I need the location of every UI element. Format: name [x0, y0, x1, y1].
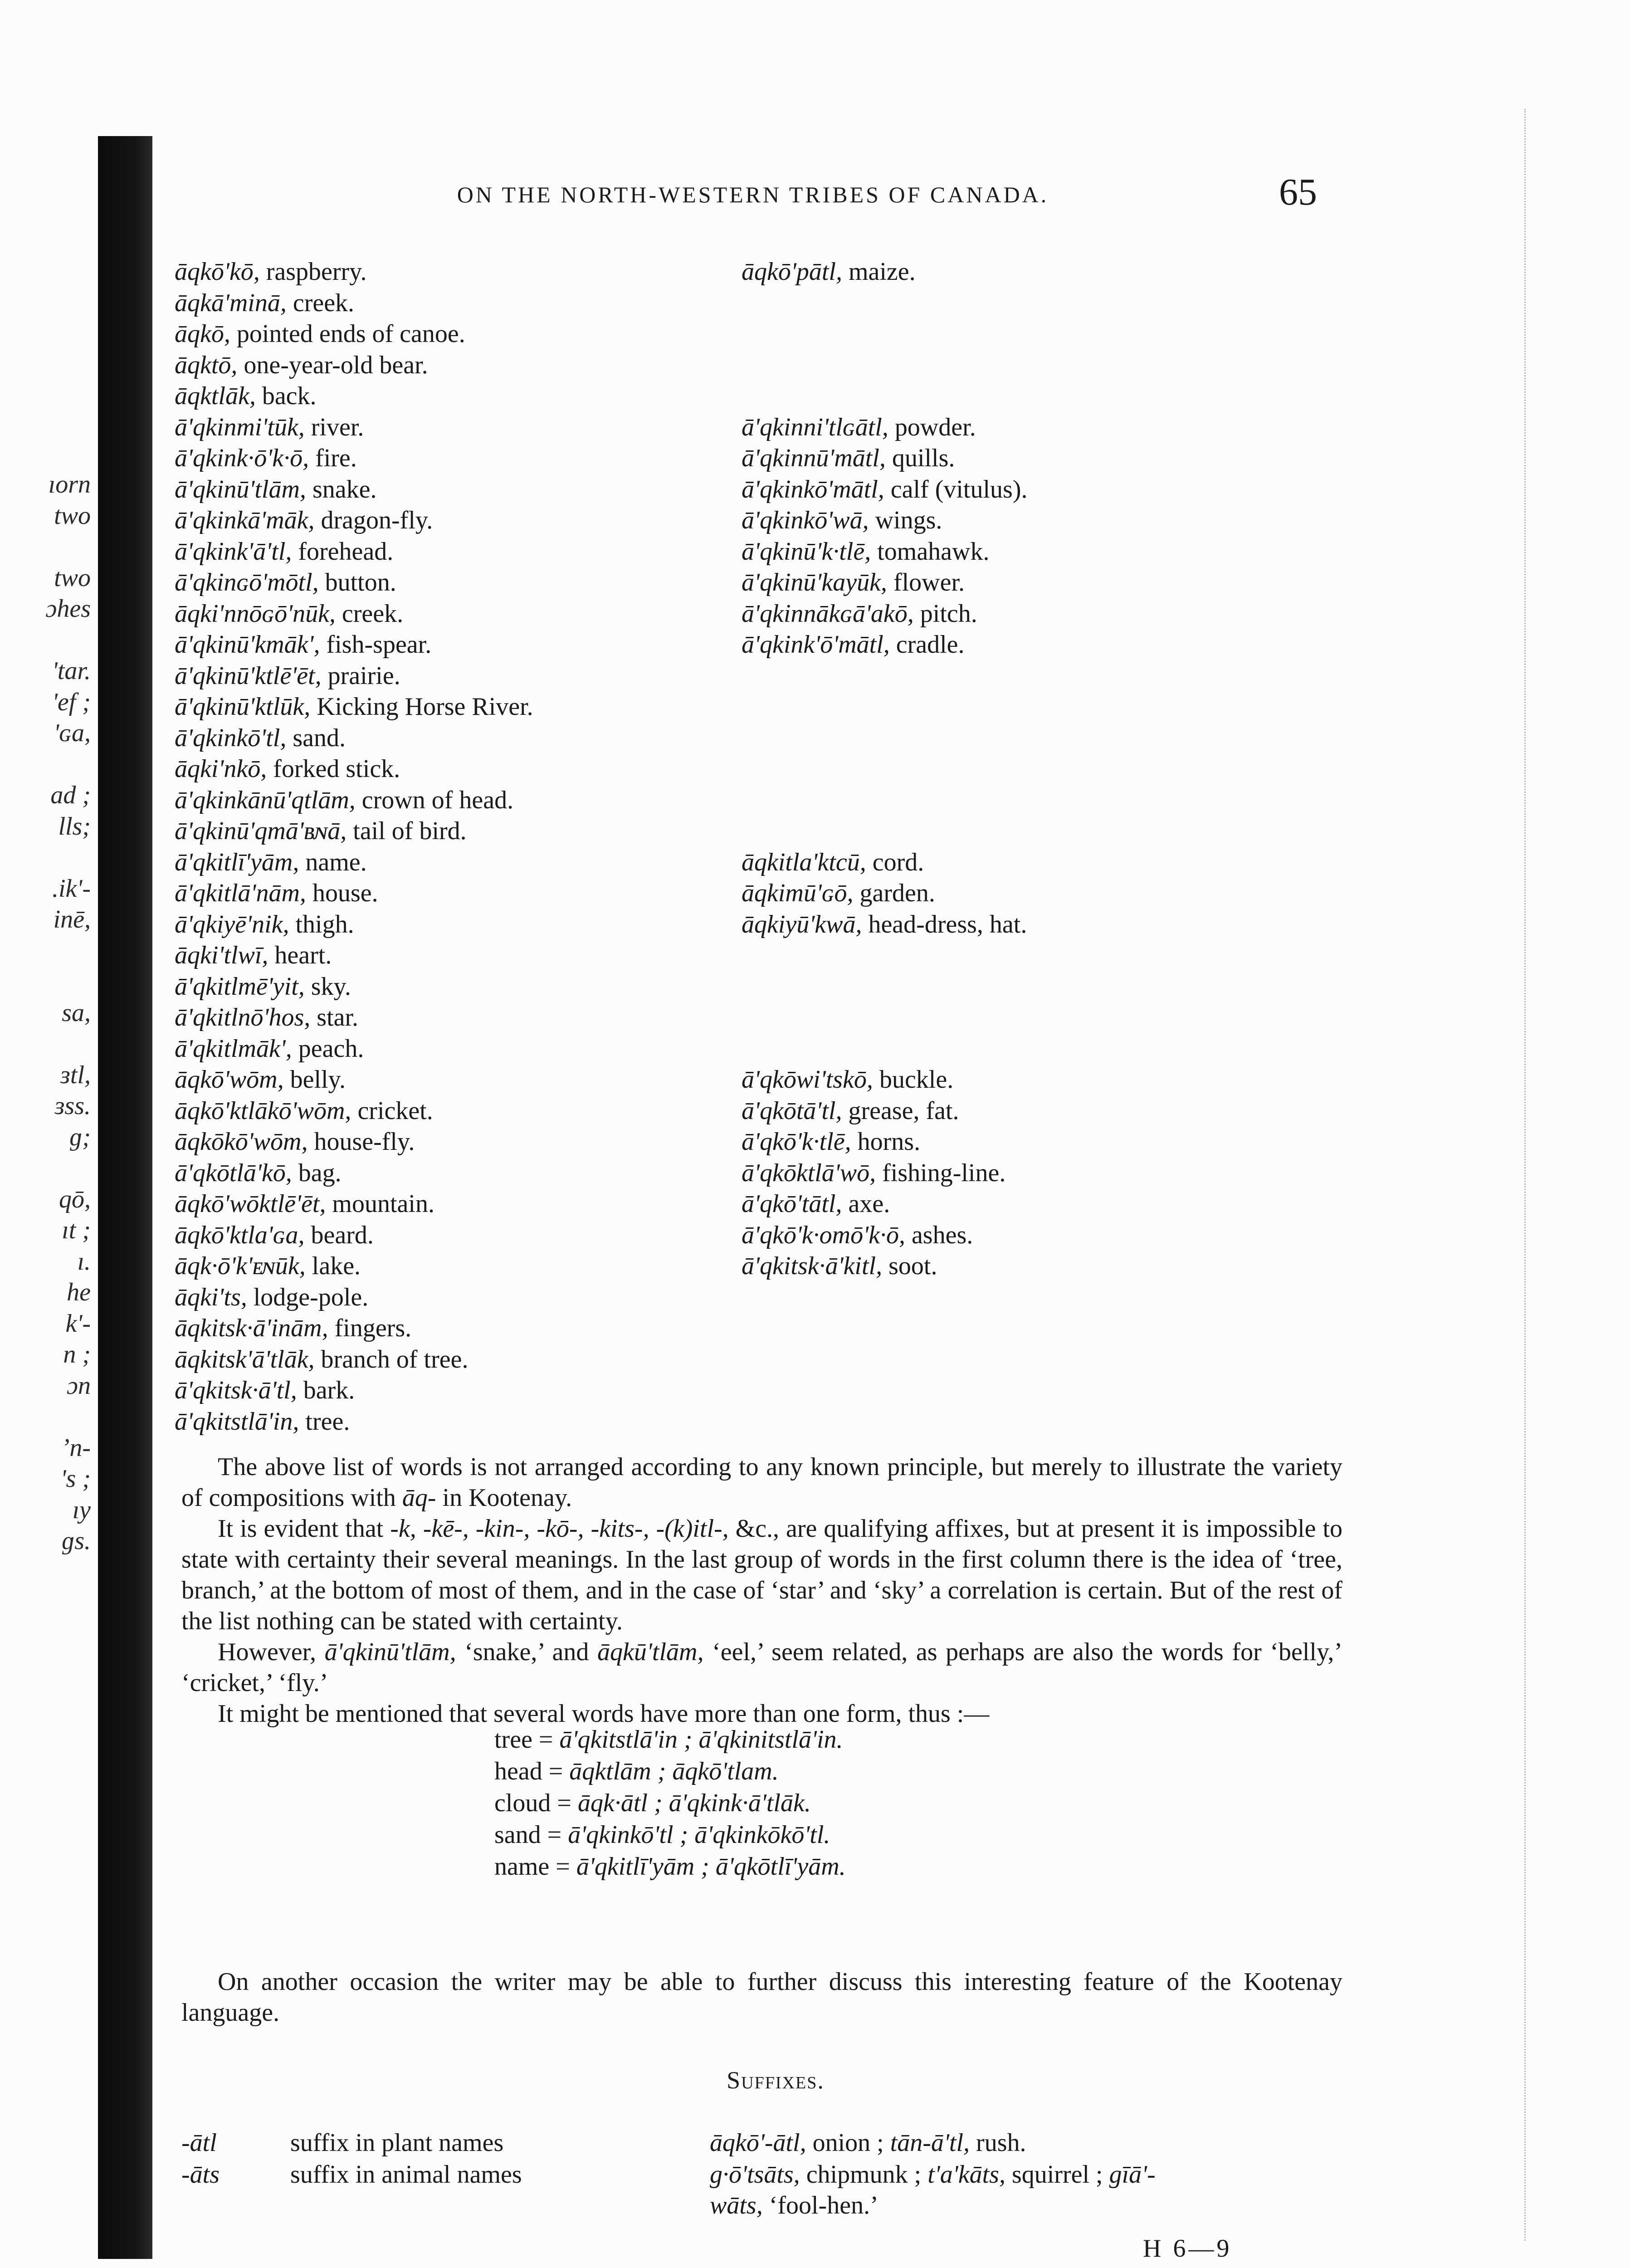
margin-fragment: k'- [65, 1309, 91, 1338]
kootenay-term: ā'qkitsk·ā'kitl, [742, 1252, 883, 1280]
suffix-examples [710, 2159, 1163, 2221]
english-gloss: buckle. [873, 1066, 954, 1094]
word-entry [742, 785, 1295, 816]
english-word: name = [494, 1853, 576, 1881]
gloss: squirrel ; [1005, 2160, 1109, 2189]
discussion-text [181, 1452, 1342, 1729]
kootenay-term: āqki'tlwī, [175, 941, 268, 969]
english-gloss: soot. [882, 1252, 937, 1280]
suffix-row [181, 2127, 1361, 2159]
margin-fragment: qō, [59, 1185, 91, 1213]
english-gloss: sand. [286, 723, 346, 752]
kootenay-term: ā'qkinū'ktlūk, [175, 693, 311, 721]
word-entry [175, 1064, 723, 1095]
kootenay-term: ā'qkōtā'tl, [742, 1096, 842, 1125]
term: āqkō'-ātl, [710, 2129, 806, 2157]
kootenay-term: āqkō, [175, 320, 230, 348]
text: However, [218, 1638, 325, 1666]
margin-fragment [0, 935, 91, 967]
word-entry [175, 1282, 723, 1313]
word-entry [742, 971, 1295, 1002]
running-title: ON THE NORTH-WESTERN TRIBES OF CANADA. [457, 182, 1049, 207]
margin-fragment: two [54, 563, 91, 592]
english-gloss: tree. [299, 1407, 350, 1436]
margin-fragment: ɡs. [62, 1527, 91, 1555]
word-entry [175, 878, 723, 909]
margin-fragment [0, 842, 91, 873]
paragraph [181, 1637, 1342, 1698]
margin-fragment: ɜss. [54, 1092, 91, 1120]
kootenay-term: āqkō'ktla'ɢa, [175, 1221, 305, 1249]
kootenay-term: ā'qkinū'qmā'ʙɴā, [175, 817, 347, 845]
kootenay-term: ā'qkitlmāk', [175, 1034, 292, 1063]
word-entry [742, 940, 1295, 971]
word-entry [175, 940, 723, 971]
margin-fragment: ad ; [50, 781, 91, 809]
english-gloss: branch of tree. [314, 1345, 469, 1374]
word-form-line [494, 1819, 846, 1851]
english-gloss: peach. [292, 1034, 364, 1063]
kootenay-term: ā'qkitsk·ā'tl, [175, 1376, 297, 1404]
word-entry [742, 536, 1295, 567]
kootenay-term: ā'qkink'ō'mātl, [742, 631, 890, 659]
word-entry [175, 1406, 723, 1437]
word-entry [175, 256, 723, 288]
english-gloss: dragon-fly. [314, 506, 433, 534]
kootenay-term: ā'qkitlā'nām, [175, 879, 306, 907]
kootenay-term: ā'qkinū'k·tlē, [742, 537, 871, 566]
word-entry [175, 598, 723, 630]
kootenay-term: ā'qkinkānū'qtlām, [175, 786, 356, 814]
english-gloss: name. [299, 848, 367, 876]
kootenay-term: āqktō, [175, 351, 238, 379]
section-heading: Suffixes. [727, 2067, 825, 2094]
english-word: tree = [494, 1725, 560, 1754]
english-gloss: one-year-old bear. [237, 351, 428, 379]
kootenay-term: ā'qkitlī'yām, [175, 848, 299, 876]
margin-fragment: 'tar. [52, 657, 91, 685]
margin-fragment: lls; [58, 812, 91, 841]
english-gloss: snake. [306, 475, 377, 503]
kootenay-term: ā'qkinū'kayūk, [742, 568, 887, 596]
word-entry [742, 1002, 1295, 1033]
word-entry [742, 1126, 1295, 1158]
english-gloss: axe. [842, 1190, 890, 1218]
margin-fragment: .ik'- [52, 874, 91, 903]
english-gloss: tomahawk. [871, 537, 990, 566]
english-gloss: quills. [885, 444, 955, 472]
word-entry [175, 785, 723, 816]
english-gloss: maize. [842, 258, 916, 286]
kootenay-variants: ā'qkitstlā'in ; ā'qkinitstlā'in. [559, 1725, 843, 1754]
text: &c., are qualifying affixes, but at present it is impossible to state with certainty their several meanings. In the last group of words in the first column there is the idea of ‘tree, branch,’ at the bottom of most of them, and in the case of ‘star’ and ‘sky’ a correlation is certain. But of the rest of the list nothing can be stated with certainty. [181, 1515, 1343, 1635]
margin-fragment: n ; [63, 1340, 91, 1369]
english-gloss: thigh. [289, 910, 354, 938]
word-entry [175, 909, 723, 940]
kootenay-term: ā'qkō'tātl, [742, 1190, 842, 1218]
word-entry [742, 691, 1295, 723]
margin-fragment: ɔn [67, 1371, 91, 1400]
word-entry [742, 288, 1295, 319]
margin-fragment: ɜtl, [60, 1061, 91, 1089]
english-gloss: grease, fat. [842, 1096, 959, 1125]
word-entry [742, 505, 1295, 536]
kootenay-term: āqkitla'ktcū, [742, 848, 866, 876]
kootenay-term: āqkimū'ɢō, [742, 879, 854, 907]
text: The above list of words is not arranged according to any known principle, but merely to illustrate the variety of compositions with [181, 1453, 1342, 1512]
word-entry [742, 318, 1295, 350]
word-entry [175, 474, 723, 505]
margin-fragment: ʼn- [61, 1433, 91, 1462]
english-word: sand = [494, 1821, 568, 1849]
suffix-code: -ātl [181, 2129, 217, 2157]
english-gloss: ashes. [905, 1221, 973, 1249]
word-entry [175, 629, 723, 660]
kootenay-term: ā'qkōwi'tskō, [742, 1066, 873, 1094]
kootenay-term: āqkō'wōm, [175, 1066, 284, 1094]
term: t'a'kāts, [927, 2160, 1005, 2189]
word-entry [742, 381, 1295, 412]
word-entry [175, 1126, 723, 1158]
english-gloss: fire. [309, 444, 357, 472]
kootenay-term: ā'qkinkō'tl, [175, 723, 287, 752]
word-entry [175, 660, 723, 692]
kootenay-term: ā'qkinɢō'mōtl, [175, 568, 319, 596]
word-entry [742, 350, 1295, 381]
english-gloss: raspberry. [259, 258, 367, 286]
english-gloss: cricket. [351, 1096, 433, 1125]
term: gīā'-wāts, [710, 2160, 1156, 2219]
kootenay-variants: āqktlām ; āqkō'tlam. [569, 1757, 779, 1785]
english-gloss: prairie. [321, 661, 400, 690]
term: tān-ā'tl, [890, 2129, 970, 2157]
kootenay-term: āqkō'wōktlē'ēt, [175, 1190, 326, 1218]
kootenay-term: ā'qkink'ā'tl, [175, 537, 292, 566]
margin-fragment [0, 345, 91, 376]
margin-fragment [0, 625, 91, 656]
kootenay-variants: ā'qkinkō'tl ; ā'qkinkōkō'tl. [568, 1821, 830, 1849]
kootenay-term: āqki'nnōɢō'nūk, [175, 599, 336, 628]
margin-fragment: 'ɢa, [54, 719, 91, 747]
kootenay-term: ā'qkōktlā'wō, [742, 1158, 876, 1187]
word-entry [742, 412, 1295, 443]
kootenay-term: āqkā'minā, [175, 288, 287, 317]
word-entry [175, 691, 723, 723]
word-entry [175, 816, 723, 847]
kootenay-variants: āqk·ātl ; ā'qkink·ā'tlāk. [578, 1789, 811, 1817]
word-entry [175, 443, 723, 474]
word-entry [175, 723, 723, 754]
word-entry [742, 567, 1295, 598]
word-entry [742, 723, 1295, 754]
word-entry [742, 1158, 1295, 1189]
word-entry [742, 1220, 1295, 1251]
kootenay-term: āqkitsk·ā'inām, [175, 1314, 328, 1342]
english-gloss: calf (vitulus). [884, 475, 1028, 503]
word-entry [175, 318, 723, 350]
suffix-code: -āts [181, 2160, 220, 2189]
margin-fragment: 's ; [60, 1465, 91, 1493]
margin-fragment [0, 1028, 91, 1060]
page-number: 65 [1279, 171, 1317, 213]
kootenay-term: ā'qkiyē'nik, [175, 910, 289, 938]
english-word: cloud = [494, 1789, 578, 1817]
margin-fragment: ı. [77, 1247, 91, 1276]
gloss: onion ; [806, 2129, 890, 2157]
english-gloss: flower. [887, 568, 965, 596]
margin-fragment: two [54, 501, 91, 530]
margin-fragment [0, 531, 91, 562]
margin-fragment [0, 438, 91, 469]
kootenay-term: ā'qkinnākɢā'akō, [742, 599, 914, 628]
english-gloss: beard. [304, 1221, 374, 1249]
english-gloss: star. [310, 1003, 359, 1031]
scan-edge [1522, 109, 1526, 2241]
binding-shadow [98, 136, 152, 2259]
kootenay-term: ā'qkinmi'tūk, [175, 413, 305, 441]
kootenay-term: ā'qkinū'ktlē'ēt, [175, 661, 322, 690]
word-entry [175, 1033, 723, 1065]
word-entry [175, 1251, 723, 1282]
paragraph [181, 1513, 1342, 1637]
english-gloss: forked stick. [267, 755, 400, 783]
kootenay-term: āqkitsk'ā'tlāk, [175, 1345, 315, 1374]
english-gloss: crown of head. [355, 786, 514, 814]
english-gloss: bag. [292, 1158, 342, 1187]
english-gloss: creek. [286, 288, 355, 317]
english-gloss: wings. [869, 506, 942, 534]
word-form-line [494, 1851, 846, 1882]
word-entry [175, 1095, 723, 1127]
word-entry [175, 753, 723, 785]
margin-fragment: ıy [72, 1496, 91, 1524]
kootenay-term: ā'qkink·ō'k·ō, [175, 444, 309, 472]
kootenay-term: ā'qkitlnō'hos, [175, 1003, 311, 1031]
english-gloss: tail of bird. [346, 817, 467, 845]
word-entry [175, 567, 723, 598]
english-gloss: creek. [335, 599, 404, 628]
kootenay-term: āqkō'pātl, [742, 258, 842, 286]
english-gloss: Kicking Horse River. [310, 693, 533, 721]
kootenay-term: ā'qkōtlā'kō, [175, 1158, 292, 1187]
margin-fragment: he [67, 1278, 91, 1306]
text: ‘snake,’ and [456, 1638, 598, 1666]
english-gloss: horns. [851, 1128, 921, 1156]
margin-fragment [0, 407, 91, 438]
word-form-line [494, 1787, 846, 1819]
margin-fragment [0, 376, 91, 407]
text: ‘eel,’ seem related, as perhaps are also the words for ‘belly,’ ‘cricket,’ ‘fly.’ [181, 1638, 1342, 1697]
kootenay-term: āqk·ō'k'ᴇɴūk, [175, 1252, 306, 1280]
english-gloss: garden. [853, 879, 935, 907]
text: It is evident that [218, 1515, 390, 1543]
kootenay-term: āqki'nkō, [175, 755, 267, 783]
margin-fragment [0, 966, 91, 997]
english-gloss: back. [255, 382, 317, 410]
kootenay-variants: ā'qkitlī'yām ; ā'qkōtlī'yām. [576, 1853, 846, 1881]
word-entry [742, 1064, 1295, 1095]
margin-fragment: ɡ; [69, 1123, 91, 1151]
paragraph [181, 1452, 1342, 1513]
margin-fragment: ıt ; [62, 1216, 91, 1244]
term: ā'qkinū'tlām, [324, 1638, 456, 1666]
word-form-line [494, 1724, 846, 1755]
gloss: ‘fool-hen.’ [762, 2191, 878, 2219]
word-entry [175, 1002, 723, 1033]
kootenay-term: ā'qkitlmē'yit, [175, 972, 305, 1001]
word-forms-list [494, 1724, 846, 1882]
english-gloss: house. [306, 879, 378, 907]
english-gloss: mountain. [326, 1190, 434, 1218]
kootenay-term: ā'qkō'k·tlē, [742, 1128, 851, 1156]
word-entry [175, 1158, 723, 1189]
word-entry [175, 1344, 723, 1375]
kootenay-term: āqkō'kō, [175, 258, 260, 286]
english-gloss: lodge-pole. [247, 1283, 369, 1311]
english-gloss: fish-spear. [320, 631, 432, 659]
english-gloss: fingers. [328, 1314, 412, 1342]
kootenay-term: ā'qkinnū'mātl, [742, 444, 886, 472]
word-entry [175, 536, 723, 567]
word-entry [175, 1313, 723, 1344]
word-entry [175, 847, 723, 878]
word-list-left [175, 256, 723, 1437]
margin-fragment [0, 1153, 91, 1184]
term: āqkū'tlām, [597, 1638, 704, 1666]
word-entry [175, 350, 723, 381]
english-gloss: button. [318, 568, 396, 596]
gloss: rush. [970, 2129, 1026, 2157]
english-gloss: fishing-line. [876, 1158, 1006, 1187]
kootenay-term: āqktlāk, [175, 382, 256, 410]
signature-mark: H 6—9 [1143, 2234, 1232, 2263]
kootenay-term: ā'qkinkā'māk, [175, 506, 315, 534]
english-gloss: cord. [866, 848, 924, 876]
english-gloss: belly. [283, 1066, 346, 1094]
word-entry [175, 412, 723, 443]
margin-fragment [0, 1401, 91, 1432]
english-gloss: cradle. [889, 631, 965, 659]
word-entry [175, 1375, 723, 1406]
english-gloss: head-dress, hat. [862, 910, 1027, 938]
kootenay-term: āqkiyū'kwā, [742, 910, 862, 938]
word-entry [175, 288, 723, 319]
english-gloss: forehead. [292, 537, 394, 566]
english-gloss: river. [304, 413, 364, 441]
term: -k, -kē-, -kin-, -kō-, -kits-, -(k)itl-, [390, 1515, 729, 1543]
kootenay-term: ā'qkitstlā'in, [175, 1407, 299, 1436]
english-gloss: bark. [297, 1376, 355, 1404]
margin-fragment: ɔhes [45, 595, 91, 623]
suffix-examples [710, 2127, 1277, 2158]
closing-paragraph: On another occasion the writer may be able to further discuss this interesting feature of the Kootenay language. [181, 1968, 1342, 2027]
word-entry [742, 256, 1295, 288]
margin-fragment [0, 749, 91, 780]
kootenay-term: ā'qkinkō'mātl, [742, 475, 884, 503]
kootenay-term: ā'qkinni'tlɢātl, [742, 413, 888, 441]
kootenay-term: ā'qkinkō'wā, [742, 506, 869, 534]
kootenay-term: āqkōkō'wōm, [175, 1128, 308, 1156]
english-gloss: pitch. [913, 599, 977, 628]
word-entry [742, 660, 1295, 692]
word-entry [742, 1188, 1295, 1220]
kootenay-term: ā'qkō'k·omō'k·ō, [742, 1221, 905, 1249]
english-gloss: powder. [888, 413, 976, 441]
kootenay-term: āqki'ts, [175, 1283, 247, 1311]
kootenay-term: āqkō'ktlākō'wōm, [175, 1096, 351, 1125]
word-form-line [494, 1755, 846, 1787]
word-entry [742, 474, 1295, 505]
text: in Kootenay. [436, 1484, 572, 1512]
adjacent-page-fragments [0, 345, 91, 1557]
term: āq- [402, 1484, 436, 1512]
gloss: chipmunk ; [800, 2160, 928, 2189]
margin-fragment: inē, [53, 905, 91, 934]
word-entry [742, 753, 1295, 785]
word-entry [742, 1095, 1295, 1127]
word-entry [742, 629, 1295, 660]
word-entry [742, 847, 1295, 878]
margin-fragment: sa, [62, 998, 91, 1027]
word-entry [742, 1033, 1295, 1065]
english-gloss: heart. [268, 941, 332, 969]
margin-fragment: 'ef ; [52, 688, 91, 716]
suffix-row [181, 2159, 1361, 2223]
suffix-description: suffix in animal names [290, 2160, 522, 2189]
kootenay-term: ā'qkinū'kmāk', [175, 631, 320, 659]
suffix-description: suffix in plant names [290, 2129, 504, 2157]
kootenay-term: ā'qkinū'tlām, [175, 475, 306, 503]
word-entry [175, 505, 723, 536]
english-gloss: house-fly. [307, 1128, 415, 1156]
word-entry [742, 878, 1295, 909]
english-gloss: pointed ends of canoe. [230, 320, 465, 348]
word-entry [175, 1220, 723, 1251]
word-entry [742, 816, 1295, 847]
paragraph: It might be mentioned that several words have more than one form, thus :— [218, 1700, 990, 1728]
english-gloss: sky. [304, 972, 351, 1001]
term: g·ō'tsāts, [710, 2160, 800, 2189]
word-entry [742, 598, 1295, 630]
word-entry [742, 443, 1295, 474]
word-entry [175, 381, 723, 412]
word-entry [175, 1188, 723, 1220]
word-entry [175, 971, 723, 1002]
margin-fragment: ıorn [48, 470, 91, 499]
word-entry [742, 1251, 1295, 1282]
english-gloss: lake. [305, 1252, 361, 1280]
word-list-right [742, 256, 1295, 1282]
english-word: head = [494, 1757, 570, 1785]
word-entry [742, 909, 1295, 940]
